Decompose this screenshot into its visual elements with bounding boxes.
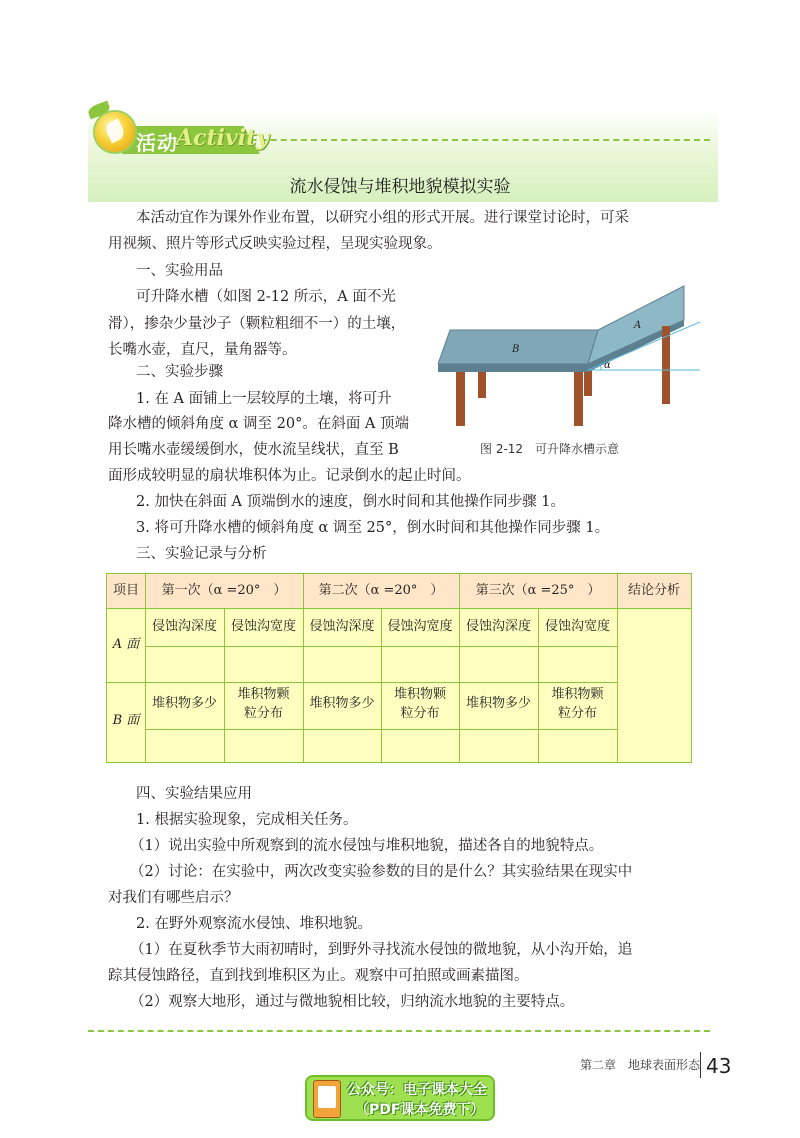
paragraph-line: 面形成较明显的扇状堆积体为止。记录倒水的起止时间。 [108,468,471,484]
footer-divider [700,1052,701,1078]
activity-label-en: Activity [176,125,270,151]
table-rule [459,574,460,762]
a-sub-cell: 侵蚀沟深度 [151,619,217,634]
b-sub-cell: 粒分布 [557,706,597,721]
table-header-cell: 第一次（α =20° ） [161,583,287,598]
b-sub-cell: 堆积物多少 [151,696,217,711]
a-sub-cell: 侵蚀沟深度 [465,619,531,634]
paragraph-line: 对我们有哪些启示？ [108,890,239,906]
paragraph-line: 踪其侵蚀路径，直到找到堆积区为止。观察中可拍照或画素描图。 [108,968,529,984]
page-title: 流水侵蚀与堆积地貌模拟实验 [289,177,511,197]
figure-caption: 图 2-12 可升降水槽示意 [480,442,620,456]
table-rule [617,574,618,762]
paragraph-line: 用长嘴水壶缓缓倒水，使水流呈线状，直至 B [108,442,399,458]
activity-badge-icon [95,112,135,152]
watermark-line-1: 公众号：电子课本大全 [347,1082,487,1098]
label-b: B [512,344,520,355]
b-sub-cell: 粒分布 [243,706,283,721]
table-rule [381,608,382,762]
table-header-cell: 第二次（α =20° ） [318,583,444,598]
section-heading: 二、实验步骤 [136,364,223,380]
watermark-line-2: （PDF课本免费下） [355,1102,485,1118]
a-sub-cell: 侵蚀沟宽度 [544,619,610,634]
paragraph-line: 2. 加快在斜面 A 顶端倒水的速度，倒水时间和其他操作同步骤 1。 [136,494,565,510]
surface-b-edge [438,364,588,372]
table-rule [145,574,146,762]
table-rule [303,574,304,762]
water-trough-figure [438,282,700,430]
table-leg [574,372,583,426]
paragraph-line: （1）说出实验中所观察到的流水侵蚀与堆积地貌，描述各自的地貌特点。 [130,838,604,854]
table-header-cell: 结论分析 [627,583,680,598]
table-rule [538,608,539,762]
paragraph-line: 用视频、照片等形式反映实验过程，呈现实验现象。 [108,236,442,252]
b-sub-cell: 堆积物多少 [465,696,531,711]
b-sub-cell: 粒分布 [400,706,440,721]
b-sub-cell: 堆积物颗 [237,687,290,702]
table-leg [456,372,465,426]
label-alpha: α [604,360,611,371]
table-rule [107,682,617,683]
table-header-cell: 第三次（α =25° ） [475,583,601,598]
row-label-b: B 面 [112,713,140,728]
paragraph-line: 1. 在 A 面铺上一层较厚的土壤，将可升 [136,391,392,407]
paragraph-line: 长嘴水壶，直尺，量角器等。 [108,342,297,358]
b-sub-cell: 堆积物颗 [393,687,446,702]
paragraph-line: 滑），掺杂少量沙子（颗粒粗细不一）的土壤， [108,316,406,332]
paragraph-line: 2. 在野外观察流水侵蚀、堆积地貌。 [136,916,372,932]
paragraph-line: （1）在夏秋季节大雨初晴时，到野外寻找流水侵蚀的微地貌，从小沟开始，追 [130,942,633,958]
paragraph-line: 可升降水槽（如图 2-12 所示，A 面不光 [136,289,396,305]
paragraph-line: （2）讨论：在实验中，两次改变实验参数的目的是什么？其实验结果在现实中 [130,864,633,880]
section-heading: 四、实验结果应用 [136,786,252,802]
section-heading: 一、实验用品 [136,263,223,279]
paragraph-line: 3. 将可升降水槽的倾斜角度 α 调至 25°，倒水时间和其他操作同步骤 1。 [136,520,610,536]
a-sub-cell: 侵蚀沟深度 [309,619,375,634]
table-header-cell: 项目 [112,583,139,598]
bottom-dashed-line [88,1030,710,1032]
paragraph-line: （2）观察大地形，通过与微地貌相比较，归纳流水地貌的主要特点。 [130,994,575,1010]
a-sub-cell: 侵蚀沟宽度 [387,619,453,634]
b-sub-cell: 堆积物颗 [551,687,604,702]
book-icon [313,1080,341,1118]
b-sub-cell: 堆积物多少 [309,696,375,711]
experiment-record-table [106,573,692,763]
section-heading: 三、实验记录与分析 [136,546,267,562]
row-label-a: A 面 [112,637,140,652]
paragraph-line: 本活动宜作为课外作业布置，以研究小组的形式开展。进行课堂讨论时，可采 [136,210,629,226]
paragraph-line: 1. 根据实验现象，完成相关任务。 [136,812,358,828]
chapter-label: 第二章 地球表面形态 [580,1058,701,1072]
activity-label-cn: 活动 [136,131,178,155]
page-number: 43 [706,1054,732,1078]
a-sub-cell: 侵蚀沟宽度 [230,619,296,634]
table-rule [224,608,225,762]
paragraph-line: 降水槽的倾斜角度 α 调至 20°。在斜面 A 顶端 [108,416,410,432]
table-rule [107,608,691,609]
label-a: A [634,320,642,331]
